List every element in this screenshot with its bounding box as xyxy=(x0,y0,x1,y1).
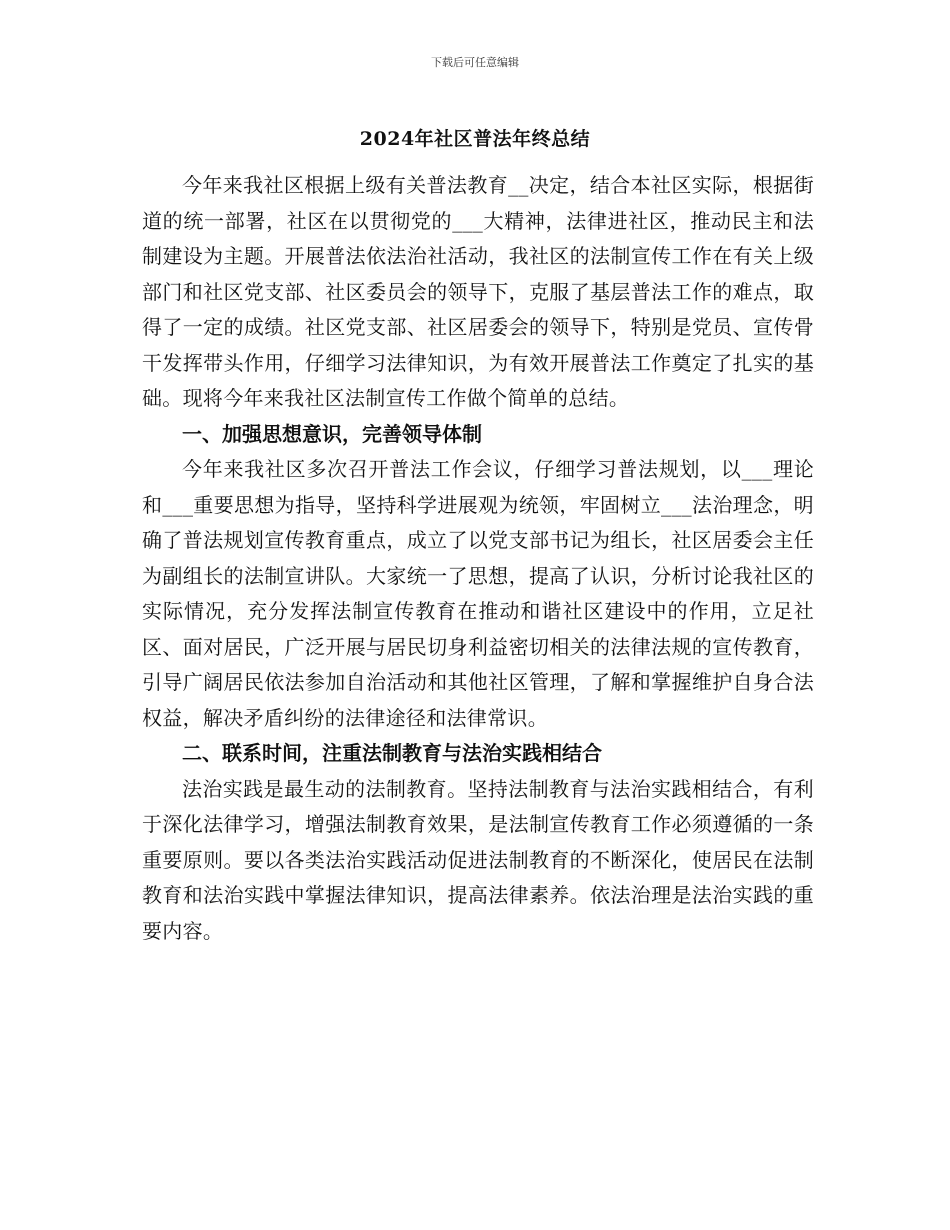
document-title: 2024年社区普法年终总结 xyxy=(359,128,591,150)
section-heading-1: 一、加强思想意识，完善领导体制 xyxy=(182,421,482,446)
paragraph-intro: 今年来我社区根据上级有关普法教育__决定，结合本社区实际，根据街道的统一部署，社区在以贯彻党的___大精神，法律进社区，推动民主和法制建设为主题。开展普法依法治社活动，我社区的法制宣传工作在有关上级部门和社区党支部、社区委员会的领导下，克服了基层普法工作的难点，取得了一定的成绩。社区党支部、社区居委会的领导下，特别是党员、宣传骨干发挥带头作用，仔细学习法律知识，为有效开展普法工作奠定了扎实的基础。现将今年来我社区法制宣传工作做个简单的总结。 xyxy=(142,173,814,410)
paragraph-section-1: 今年来我社区多次召开普法工作会议，仔细学习普法规划，以___理论和___重要思想为指导，坚持科学进展观为统领，牢固树立___法治理念，明确了普法规划宣传教育重点，成立了以党支部书记为组长，社区居委会主任为副组长的法制宣讲队。大家统一了思想，提高了认识，分析讨论我社区的实际情况，充分发挥法制宣传教育在推动和谐社区建设中的作用，立足社区、面对居民，广泛开展与居民切身利益密切相关的法律法规的宣传教育，引导广阔居民依法参加自治活动和其他社区管理，了解和掌握维护自身合法权益，解决矛盾纠纷的法律途径和法律常识。 xyxy=(142,457,814,730)
paragraph-section-2: 法治实践是最生动的法制教育。坚持法制教育与法治实践相结合，有利于深化法律学习，增强法制教育效果，是法制宣传教育工作必须遵循的一条重要原则。要以各类法治实践活动促进法制教育的不断深化，使居民在法制教育和法治实践中掌握法律知识，提高法律素养。依法治理是法治实践的重要内容。 xyxy=(142,776,814,943)
section-heading-2: 二、联系时间，注重法制教育与法治实践相结合 xyxy=(182,741,602,765)
document-body xyxy=(142,168,814,949)
header-note: 下载后可任意编辑 xyxy=(431,56,519,69)
